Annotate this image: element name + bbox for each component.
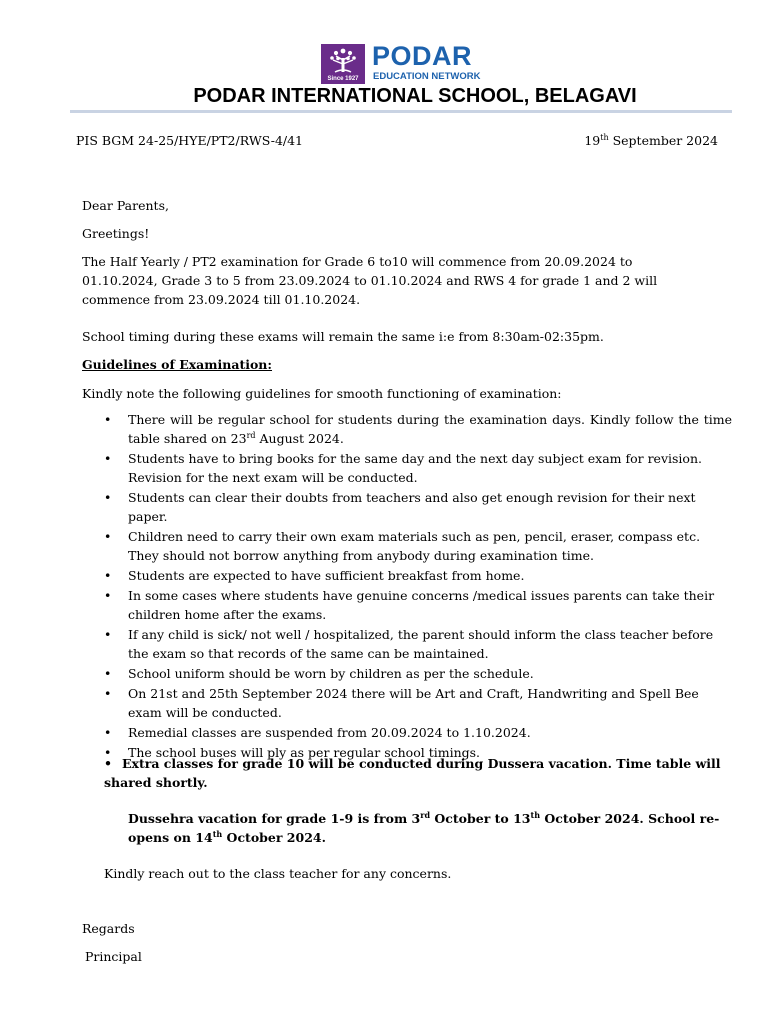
school-name-heading: PODAR INTERNATIONAL SCHOOL, BELAGAVI — [193, 85, 637, 107]
dussehra-sup-2: th — [530, 809, 541, 820]
dussehra-sup-1: rd — [420, 809, 431, 820]
guidelines-intro: Kindly note the following guidelines for smooth functioning of examination: — [82, 386, 562, 401]
letter-date — [584, 133, 718, 149]
logo-since-text: Since 1927 — [327, 76, 359, 82]
list-item: • School uniform should be worn by children as per the schedule. — [104, 664, 732, 683]
extra-classes-notice — [104, 754, 732, 792]
list-item: • Children need to carry their own exam materials such as pen, pencil, eraser, compass etc. They should not borrow anything from anybody during examination time. — [104, 527, 732, 565]
list-item — [104, 410, 732, 448]
dussehra-sup-3: th — [212, 828, 223, 839]
bullet-1-sup: rd — [246, 430, 256, 440]
guidelines-heading: Guidelines of Examination: — [82, 357, 273, 372]
reference-number: PIS BGM 24-25/HYE/PT2/RWS-4/41 — [76, 133, 304, 148]
logo-wordmark: PODAR — [372, 41, 473, 71]
logo-emblem — [321, 44, 365, 84]
list-item: • In some cases where students have genuine concerns /medical issues parents can take their children home after the exams. — [104, 586, 732, 624]
dussehra-text-3: October 2024. School re-opens on 14 — [128, 811, 720, 845]
list-item: • On 21st and 25th September 2024 there will be Art and Craft, Handwriting and Spell Bee exam will be conducted. — [104, 684, 732, 722]
dussehra-text-2: October to 13 — [430, 811, 531, 826]
list-item: • If any child is sick/ not well / hospitalized, the parent should inform the class teacher before the exam so that records of the same can be maintained. — [104, 625, 732, 663]
list-item: • The school buses will ply as per regular school timings. — [104, 743, 732, 762]
list-item: • Students can clear their doubts from teachers and also get enough revision for their next paper. — [104, 488, 732, 526]
list-item: • Students have to bring books for the same day and the next day subject exam for revision. Revision for the next exam will be conducted. — [104, 449, 732, 487]
date-day: 19 — [584, 133, 601, 148]
list-item: • Students are expected to have sufficient breakfast from home. — [104, 566, 732, 585]
dussehra-text-1: Dussehra vacation for grade 1-9 is from 3 — [128, 811, 421, 826]
intro-paragraph: The Half Yearly / PT2 examination for Grade 6 to10 will commence from 20.09.2024 to 01.10.2024, Grade 3 to 5 from 23.09.2024 to 01.10.2024 and RWS 4 for grade 1 and 2 will commence from 23.09.2024 till 01.10.2024. — [82, 254, 658, 307]
timing-paragraph: School timing during these exams will remain the same i:e from 8:30am-02:35pm. — [82, 329, 604, 344]
list-item: • Remedial classes are suspended from 20.09.2024 to 1.10.2024. — [104, 723, 732, 742]
date-month-year: September 2024 — [608, 133, 718, 148]
extra-classes-text: Extra classes for grade 10 will be conducted during Dussera vacation. Time table will shared shortly. — [104, 756, 721, 790]
guidelines-list — [104, 410, 732, 763]
header-divider — [70, 110, 732, 113]
date-suffix: th — [600, 132, 609, 142]
bullet-1-tail: August 2024. — [255, 431, 344, 446]
signatory: Principal — [85, 949, 142, 964]
logo-tagline: EDUCATION NETWORK — [373, 71, 481, 82]
regards: Regards — [82, 921, 135, 936]
podar-logo — [321, 41, 507, 86]
dussehra-notice — [128, 809, 728, 847]
greeting: Greetings! — [82, 226, 150, 241]
dussehra-text-4: October 2024. — [222, 830, 326, 845]
salutation: Dear Parents, — [82, 198, 169, 213]
bullet-icon: • — [104, 756, 112, 771]
closing-note: Kindly reach out to the class teacher for any concerns. — [104, 866, 452, 881]
bullet-1-text: There will be regular school for students during the examination days. Kindly follow the time table shared on 23 — [128, 412, 732, 446]
